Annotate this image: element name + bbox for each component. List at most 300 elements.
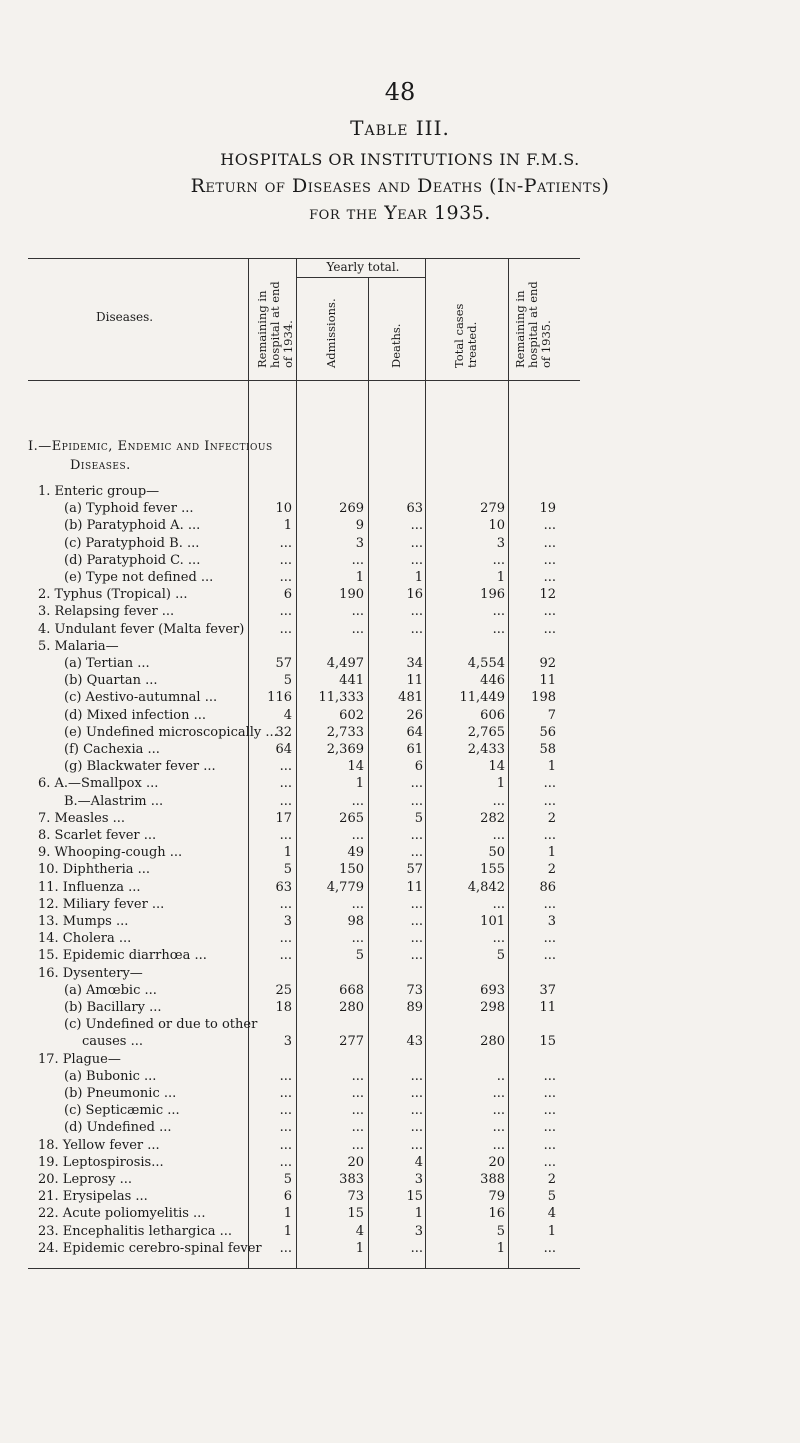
admissions-cell: 3 <box>355 535 364 551</box>
remaining-1934-cell: ... <box>279 570 292 585</box>
table-row <box>0 553 800 570</box>
admissions-cell: 5 <box>355 948 364 964</box>
remaining-1934-cell: 1 <box>283 1206 292 1222</box>
remaining-1935-cell: 1 <box>547 1223 556 1239</box>
remaining-1935-cell: 37 <box>539 982 556 998</box>
table-row <box>0 1086 800 1103</box>
deaths-cell: 4 <box>414 1154 423 1170</box>
deaths-cell: 73 <box>406 982 423 998</box>
table-row <box>0 897 800 914</box>
remaining-1934-cell: 5 <box>283 1172 292 1187</box>
disease-label: 10. Diphtheria ... <box>38 862 151 878</box>
remaining-1935-cell: 7 <box>547 707 556 723</box>
deaths-cell: 6 <box>414 759 423 775</box>
remaining-1935-cell: 86 <box>539 879 556 895</box>
remaining-1935-cell: ... <box>543 1103 556 1119</box>
deaths-cell: ... <box>410 1068 423 1084</box>
remaining-1935-cell: 198 <box>531 690 556 706</box>
disease-label: (b) Pneumonic ... <box>64 1086 177 1101</box>
remaining-1934-cell: ... <box>279 793 292 809</box>
deaths-cell: ... <box>410 535 423 551</box>
table-row <box>0 1138 800 1155</box>
admissions-cell: 265 <box>339 810 364 826</box>
remaining-1934-cell: 6 <box>283 1189 292 1205</box>
table-row <box>0 1172 800 1189</box>
deaths-cell: 26 <box>406 707 423 723</box>
table-row <box>0 759 800 776</box>
remaining-1934-cell: 5 <box>283 862 292 878</box>
total-treated-cell: 11,449 <box>459 690 505 706</box>
table-row <box>0 1034 800 1051</box>
remaining-1934-cell: 5 <box>283 673 292 689</box>
total-treated-cell: ... <box>492 896 505 912</box>
admissions-cell: 1 <box>355 1240 364 1256</box>
table-row <box>0 948 800 965</box>
table-row <box>0 914 800 931</box>
admissions-cell: ... <box>351 1120 364 1136</box>
total-treated-cell: 4,554 <box>467 656 505 671</box>
remaining-1935-cell: ... <box>543 1137 556 1153</box>
disease-label: 2. Typhus (Tropical) ... <box>38 587 188 603</box>
table-row <box>0 1069 800 1086</box>
admissions-cell: ... <box>351 1068 364 1084</box>
table-row <box>0 673 800 690</box>
disease-label: 22. Acute poliomyelitis ... <box>38 1206 206 1222</box>
admissions-cell: ... <box>351 896 364 912</box>
table-row <box>0 1206 800 1223</box>
table-row <box>0 1189 800 1206</box>
table-row <box>0 1224 800 1241</box>
disease-label: causes ... <box>82 1034 143 1050</box>
col-header-yearly-total: Yearly total. <box>326 260 400 274</box>
remaining-1934-cell: ... <box>279 552 292 568</box>
table-row <box>0 725 800 742</box>
admissions-cell: 280 <box>339 1000 364 1015</box>
disease-label: (f) Cachexia ... <box>64 742 160 757</box>
remaining-1935-cell: ... <box>543 896 556 912</box>
admissions-cell: 9 <box>355 518 364 534</box>
deaths-cell: 64 <box>406 724 423 740</box>
table-row <box>0 639 800 656</box>
deaths-cell: ... <box>410 776 423 792</box>
admissions-cell: 277 <box>339 1034 364 1050</box>
deaths-cell: ... <box>410 518 423 534</box>
disease-label: B.—Alastrim ... <box>64 793 164 809</box>
table-row <box>0 742 800 759</box>
admissions-cell: 73 <box>347 1189 364 1205</box>
deaths-cell: ... <box>410 604 423 620</box>
admissions-cell: 98 <box>347 914 364 929</box>
disease-label: 13. Mumps ... <box>38 914 129 929</box>
table-row <box>0 536 800 553</box>
remaining-1935-cell: 2 <box>547 1172 556 1187</box>
remaining-1935-cell: ... <box>543 1068 556 1084</box>
remaining-1935-cell: 56 <box>539 724 556 740</box>
table-row <box>0 931 800 948</box>
disease-label: 4. Undulant fever (Malta fever) <box>38 621 245 637</box>
deaths-cell: 3 <box>414 1223 423 1239</box>
admissions-cell: 668 <box>339 982 364 998</box>
remaining-1934-cell: ... <box>279 776 292 792</box>
deaths-cell: 34 <box>406 656 423 671</box>
remaining-1934-cell: ... <box>279 1137 292 1153</box>
admissions-cell: 1 <box>355 776 364 792</box>
total-treated-cell: 101 <box>480 914 505 929</box>
table-bottom-rule <box>28 1268 580 1269</box>
remaining-1934-cell: ... <box>279 1154 292 1170</box>
remaining-1934-cell: ... <box>279 759 292 775</box>
deaths-cell: ... <box>410 552 423 568</box>
remaining-1935-cell: ... <box>543 570 556 585</box>
total-treated-cell: ... <box>492 621 505 637</box>
table-row <box>0 862 800 879</box>
admissions-cell: 602 <box>339 707 364 723</box>
deaths-cell: ... <box>410 948 423 964</box>
header-bottom-rule <box>28 380 580 381</box>
remaining-1934-cell: ... <box>279 1103 292 1119</box>
remaining-1935-cell: 92 <box>539 656 556 671</box>
total-treated-cell: 388 <box>480 1172 505 1187</box>
admissions-cell: 20 <box>347 1154 364 1170</box>
disease-label: (b) Bacillary ... <box>64 1000 162 1015</box>
remaining-1934-cell: 64 <box>275 742 292 757</box>
table-row <box>0 966 800 983</box>
remaining-1935-cell: ... <box>543 604 556 620</box>
admissions-cell: ... <box>351 1137 364 1153</box>
remaining-1934-cell: ... <box>279 1068 292 1084</box>
total-treated-cell: ... <box>492 828 505 843</box>
deaths-cell: ... <box>410 1120 423 1136</box>
yearly-total-rule <box>296 277 425 278</box>
admissions-cell: ... <box>351 931 364 947</box>
remaining-1935-cell: ... <box>543 776 556 792</box>
disease-label: (c) Undefined or due to other <box>64 1017 258 1033</box>
admissions-cell: ... <box>351 1103 364 1119</box>
table-row <box>0 880 800 897</box>
disease-label: (d) Paratyphoid C. ... <box>64 552 201 568</box>
remaining-1934-cell: 1 <box>283 845 292 861</box>
disease-label: (d) Mixed infection ... <box>64 707 206 723</box>
remaining-1934-cell: 3 <box>283 914 292 929</box>
total-treated-cell: 155 <box>480 862 505 878</box>
disease-label: (c) Aestivo-autumnal ... <box>64 690 218 706</box>
total-treated-cell: 446 <box>480 673 505 689</box>
total-treated-cell: 5 <box>496 948 505 964</box>
deaths-cell: ... <box>410 1103 423 1119</box>
deaths-cell: ... <box>410 931 423 947</box>
disease-label: 11. Influenza ... <box>38 879 141 895</box>
admissions-cell: ... <box>351 621 364 637</box>
total-treated-cell: ... <box>492 604 505 620</box>
table-row <box>0 484 800 501</box>
remaining-1934-cell: 57 <box>275 656 292 671</box>
deaths-cell: ... <box>410 845 423 861</box>
table-row <box>0 1000 800 1017</box>
remaining-1934-cell: ... <box>279 896 292 912</box>
admissions-cell: 4,779 <box>326 879 364 895</box>
admissions-cell: 4 <box>355 1223 364 1239</box>
remaining-1935-cell: ... <box>543 828 556 843</box>
table-row <box>0 518 800 535</box>
table-heading-line1: Return of Diseases and Deaths (In-Patients) <box>190 175 610 197</box>
col-header-total-treated: Total cases treated. <box>452 303 479 368</box>
total-treated-cell: 10 <box>488 518 505 534</box>
disease-label: 1. Enteric group— <box>38 484 160 499</box>
table-row <box>0 811 800 828</box>
total-treated-cell: ... <box>492 1086 505 1101</box>
remaining-1934-cell: 10 <box>275 501 292 517</box>
total-treated-cell: ... <box>492 1120 505 1136</box>
remaining-1935-cell: 2 <box>547 810 556 826</box>
disease-label: (g) Blackwater fever ... <box>64 759 216 775</box>
remaining-1934-cell: ... <box>279 1240 292 1256</box>
col-header-deaths: Deaths. <box>389 323 403 368</box>
col-header-remaining-1934: Remaining in hospital at end of 1934. <box>255 281 295 368</box>
table-row <box>0 1103 800 1120</box>
table-heading-line2: for the Year 1935. <box>309 202 491 224</box>
table-row <box>0 794 800 811</box>
disease-label: (c) Septicæmic ... <box>64 1103 180 1119</box>
remaining-1934-cell: ... <box>279 604 292 620</box>
table-row <box>0 656 800 673</box>
table-subtitle: HOSPITALS OR INSTITUTIONS IN F.M.S. <box>220 150 580 169</box>
admissions-cell: ... <box>351 1086 364 1101</box>
table-row <box>0 604 800 621</box>
total-treated-cell: 282 <box>480 810 505 826</box>
deaths-cell: 63 <box>406 501 423 517</box>
deaths-cell: ... <box>410 896 423 912</box>
table-row <box>0 1120 800 1137</box>
table-row <box>0 1017 800 1034</box>
remaining-1934-cell: ... <box>279 621 292 637</box>
disease-label: (d) Undefined ... <box>64 1120 172 1136</box>
remaining-1934-cell: 18 <box>275 1000 292 1015</box>
remaining-1935-cell: ... <box>543 1086 556 1101</box>
table-row <box>0 983 800 1000</box>
remaining-1935-cell: ... <box>543 621 556 637</box>
disease-label: 18. Yellow fever ... <box>38 1137 160 1153</box>
admissions-cell: 383 <box>339 1172 364 1187</box>
disease-label: 24. Epidemic cerebro-spinal fever <box>38 1240 262 1256</box>
admissions-cell: 2,369 <box>326 742 364 757</box>
remaining-1934-cell: 17 <box>275 810 292 826</box>
deaths-cell: 15 <box>406 1189 423 1205</box>
total-treated-cell: 298 <box>480 1000 505 1015</box>
remaining-1934-cell: 3 <box>283 1034 292 1050</box>
remaining-1934-cell: 1 <box>283 518 292 534</box>
remaining-1934-cell: 25 <box>275 982 292 998</box>
deaths-cell: ... <box>410 828 423 843</box>
disease-label: (b) Quartan ... <box>64 673 158 689</box>
remaining-1935-cell: 19 <box>539 501 556 517</box>
deaths-cell: 1 <box>414 1206 423 1222</box>
remaining-1934-cell: 116 <box>267 690 292 706</box>
remaining-1934-cell: ... <box>279 948 292 964</box>
deaths-cell: 481 <box>398 690 423 706</box>
total-treated-cell: 1 <box>496 1240 505 1256</box>
admissions-cell: 269 <box>339 501 364 517</box>
remaining-1934-cell: ... <box>279 1086 292 1101</box>
disease-label: 7. Measles ... <box>38 810 126 826</box>
admissions-cell: ... <box>351 552 364 568</box>
remaining-1935-cell: ... <box>543 1154 556 1170</box>
total-treated-cell: ... <box>492 931 505 947</box>
remaining-1934-cell: ... <box>279 1120 292 1136</box>
total-treated-cell: ... <box>492 1137 505 1153</box>
deaths-cell: ... <box>410 1137 423 1153</box>
deaths-cell: ... <box>410 621 423 637</box>
deaths-cell: 11 <box>406 879 423 895</box>
total-treated-cell: 693 <box>480 982 505 998</box>
remaining-1935-cell: ... <box>543 793 556 809</box>
col-header-remaining-1935: Remaining in hospital at end of 1935. <box>513 281 553 368</box>
admissions-cell: ... <box>351 793 364 809</box>
disease-label: 21. Erysipelas ... <box>38 1189 148 1205</box>
col-header-diseases: Diseases. <box>96 310 154 324</box>
col-header-admissions: Admissions. <box>324 298 338 368</box>
remaining-1935-cell: ... <box>543 518 556 534</box>
total-treated-cell: 280 <box>480 1034 505 1050</box>
admissions-cell: 15 <box>347 1206 364 1222</box>
deaths-cell: ... <box>410 914 423 929</box>
remaining-1935-cell: ... <box>543 1240 556 1256</box>
remaining-1935-cell: ... <box>543 948 556 964</box>
admissions-cell: 4,497 <box>326 656 364 671</box>
disease-label: 12. Miliary fever ... <box>38 896 165 912</box>
remaining-1935-cell: 2 <box>547 862 556 878</box>
disease-label: 9. Whooping-cough ... <box>38 845 183 861</box>
disease-label: (c) Paratyphoid B. ... <box>64 535 200 551</box>
section-heading-cont: Diseases. <box>70 458 131 473</box>
disease-label: 8. Scarlet fever ... <box>38 828 157 843</box>
deaths-cell: 43 <box>406 1034 423 1050</box>
table-row <box>0 845 800 862</box>
total-treated-cell: ... <box>492 793 505 809</box>
disease-label: 16. Dysentery— <box>38 965 143 981</box>
total-treated-cell: 606 <box>480 707 505 723</box>
table-row <box>0 501 800 518</box>
total-treated-cell: 279 <box>480 501 505 517</box>
remaining-1935-cell: ... <box>543 535 556 551</box>
remaining-1934-cell: ... <box>279 931 292 947</box>
remaining-1935-cell: 11 <box>539 673 556 689</box>
disease-label: 19. Leptospirosis... <box>38 1154 164 1170</box>
disease-label: (b) Paratyphoid A. ... <box>64 518 201 534</box>
remaining-1934-cell: 63 <box>275 879 292 895</box>
admissions-cell: 441 <box>339 673 364 689</box>
total-treated-cell: 2,433 <box>467 742 505 757</box>
section-heading: I.—Epidemic, Endemic and Infectious <box>28 439 273 454</box>
table-row <box>0 587 800 604</box>
total-treated-cell: 5 <box>496 1223 505 1239</box>
table-row <box>0 776 800 793</box>
disease-label: 14. Cholera ... <box>38 931 132 947</box>
total-treated-cell: 2,765 <box>467 724 505 740</box>
disease-label: 17. Plague— <box>38 1051 121 1067</box>
deaths-cell: ... <box>410 1086 423 1101</box>
admissions-cell: 2,733 <box>326 724 364 740</box>
table-row <box>0 570 800 587</box>
total-treated-cell: 1 <box>496 570 505 585</box>
remaining-1935-cell: 12 <box>539 587 556 603</box>
total-treated-cell: 3 <box>496 535 505 551</box>
disease-label: (a) Amœbic ... <box>64 982 157 998</box>
admissions-cell: 11,333 <box>318 690 364 706</box>
table-row <box>0 1241 800 1258</box>
remaining-1934-cell: ... <box>279 828 292 843</box>
disease-label: (a) Bubonic ... <box>64 1068 157 1084</box>
remaining-1934-cell: 32 <box>275 724 292 740</box>
remaining-1935-cell: 15 <box>539 1034 556 1050</box>
admissions-cell: ... <box>351 604 364 620</box>
deaths-cell: 57 <box>406 862 423 878</box>
remaining-1934-cell: 4 <box>283 707 292 723</box>
disease-label: 6. A.—Smallpox ... <box>38 776 159 792</box>
total-treated-cell: 79 <box>488 1189 505 1205</box>
page-number: 48 <box>384 78 416 106</box>
deaths-cell: ... <box>410 793 423 809</box>
table-row <box>0 828 800 845</box>
disease-label: (e) Undefined microscopically ... <box>64 724 278 740</box>
total-treated-cell: 196 <box>480 587 505 603</box>
total-treated-cell: 1 <box>496 776 505 792</box>
admissions-cell: 1 <box>355 570 364 585</box>
remaining-1935-cell: 58 <box>539 742 556 757</box>
disease-label: (e) Type not defined ... <box>64 570 214 585</box>
remaining-1934-cell: ... <box>279 535 292 551</box>
deaths-cell: 5 <box>414 810 423 826</box>
remaining-1935-cell: 1 <box>547 759 556 775</box>
table-row <box>0 1052 800 1069</box>
remaining-1935-cell: ... <box>543 931 556 947</box>
disease-label: (a) Tertian ... <box>64 656 150 671</box>
header-top-rule <box>28 258 580 259</box>
deaths-cell: 89 <box>406 1000 423 1015</box>
total-treated-cell: 14 <box>488 759 505 775</box>
remaining-1935-cell: 3 <box>547 914 556 929</box>
admissions-cell: 14 <box>347 759 364 775</box>
disease-label: (a) Typhoid fever ... <box>64 501 194 517</box>
total-treated-cell: ... <box>492 552 505 568</box>
remaining-1935-cell: 1 <box>547 845 556 861</box>
remaining-1935-cell: 4 <box>547 1206 556 1222</box>
table-row <box>0 708 800 725</box>
admissions-cell: ... <box>351 828 364 843</box>
total-treated-cell: 20 <box>488 1154 505 1170</box>
table-title: Table III. <box>350 116 450 140</box>
admissions-cell: 190 <box>339 587 364 603</box>
total-treated-cell: 50 <box>488 845 505 861</box>
remaining-1934-cell: 1 <box>283 1223 292 1239</box>
disease-label: 15. Epidemic diarrhœa ... <box>38 948 207 964</box>
table-row <box>0 1155 800 1172</box>
table-row <box>0 622 800 639</box>
remaining-1935-cell: 5 <box>547 1189 556 1205</box>
remaining-1935-cell: ... <box>543 1120 556 1136</box>
disease-label: 3. Relapsing fever ... <box>38 604 175 620</box>
total-treated-cell: 4,842 <box>467 879 505 895</box>
total-treated-cell: 16 <box>488 1206 505 1222</box>
remaining-1935-cell: 11 <box>539 1000 556 1015</box>
deaths-cell: 11 <box>406 673 423 689</box>
total-treated-cell: .. <box>496 1068 505 1084</box>
total-treated-cell: ... <box>492 1103 505 1119</box>
disease-label: 20. Leprosy ... <box>38 1172 133 1187</box>
deaths-cell: 61 <box>406 742 423 757</box>
deaths-cell: 16 <box>406 587 423 603</box>
deaths-cell: 1 <box>414 570 423 585</box>
deaths-cell: ... <box>410 1240 423 1256</box>
